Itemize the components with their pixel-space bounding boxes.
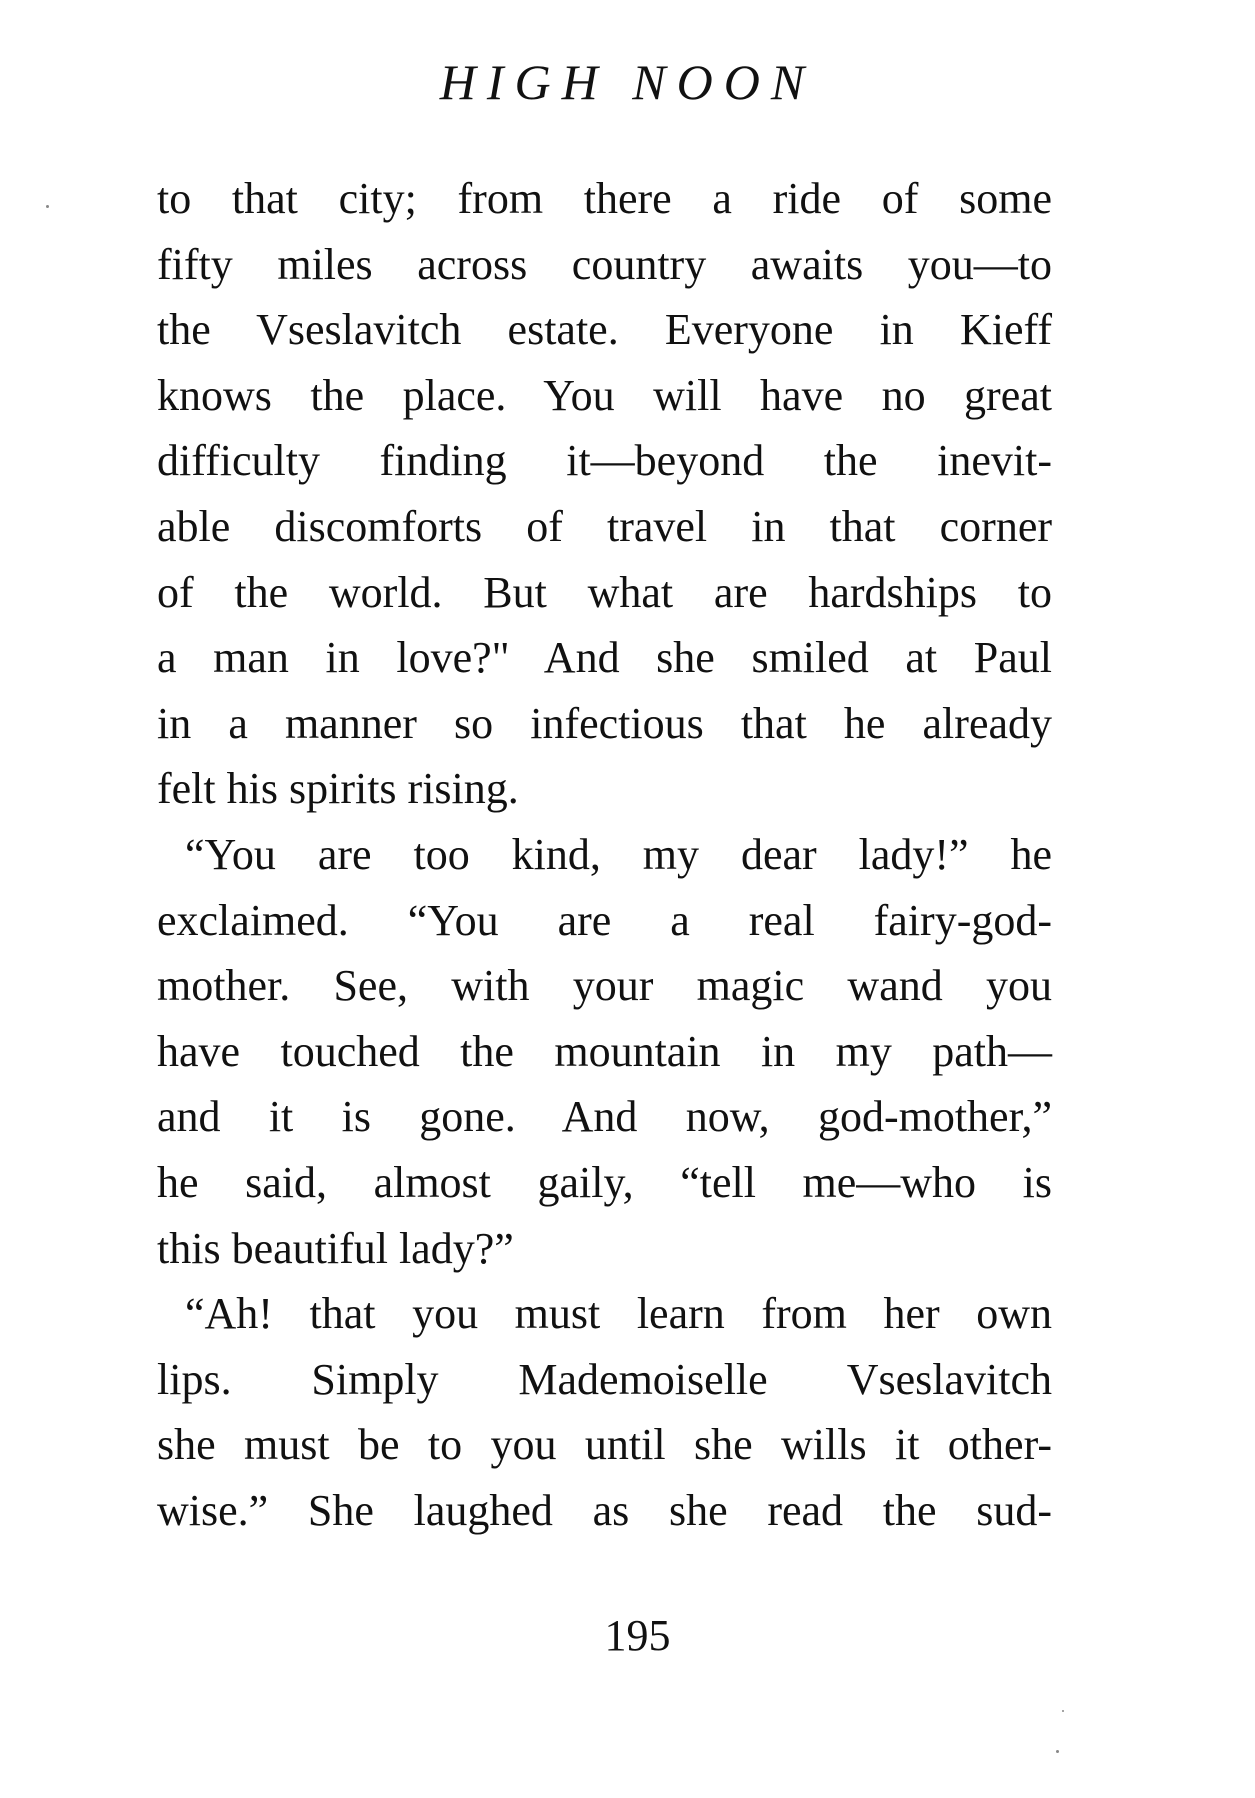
text-line: a man in love?" And she smiled at Paul <box>157 633 1052 683</box>
text-line: the Vseslavitch estate. Everyone in Kieff <box>157 305 1052 355</box>
scan-speck <box>1062 1710 1064 1712</box>
text-line: lips. Simply Mademoiselle Vseslavitch <box>157 1354 1052 1404</box>
text-line: felt his spirits rising. <box>157 764 519 814</box>
text-line: wise.” She laughed as she read the sud- <box>157 1485 1052 1535</box>
running-head: HIGH NOON <box>439 54 816 110</box>
scan-speck <box>1056 1750 1059 1753</box>
text-line: in a manner so infectious that he already <box>157 698 1052 748</box>
text-line: “You are too kind, my dear lady!” he <box>185 829 1052 879</box>
text-line: difficulty finding it—beyond the inevit- <box>157 436 1052 486</box>
text-line: exclaimed. “You are a real fairy-god- <box>157 895 1052 945</box>
scan-speck <box>46 205 49 208</box>
text-line: she must be to you until she wills it other- <box>157 1420 1052 1470</box>
body-text <box>157 166 1052 1543</box>
text-line: “Ah! that you must learn from her own <box>185 1289 1052 1339</box>
text-line: knows the place. You will have no great <box>157 370 1052 420</box>
text-line: mother. See, with your magic wand you <box>157 961 1052 1011</box>
text-line: fifty miles across country awaits you—to <box>157 239 1052 289</box>
page-number: 195 <box>604 1611 671 1660</box>
text-line: this beautiful lady?” <box>157 1223 514 1273</box>
text-line: to that city; from there a ride of some <box>157 174 1052 223</box>
text-line: have touched the mountain in my path— <box>157 1026 1052 1076</box>
text-line: able discomforts of travel in that corner <box>157 501 1052 551</box>
text-line: of the world. But what are hardships to <box>157 567 1052 617</box>
text-line: he said, almost gaily, “tell me—who is <box>157 1157 1052 1207</box>
text-line: and it is gone. And now, god-mother,” <box>157 1092 1052 1142</box>
